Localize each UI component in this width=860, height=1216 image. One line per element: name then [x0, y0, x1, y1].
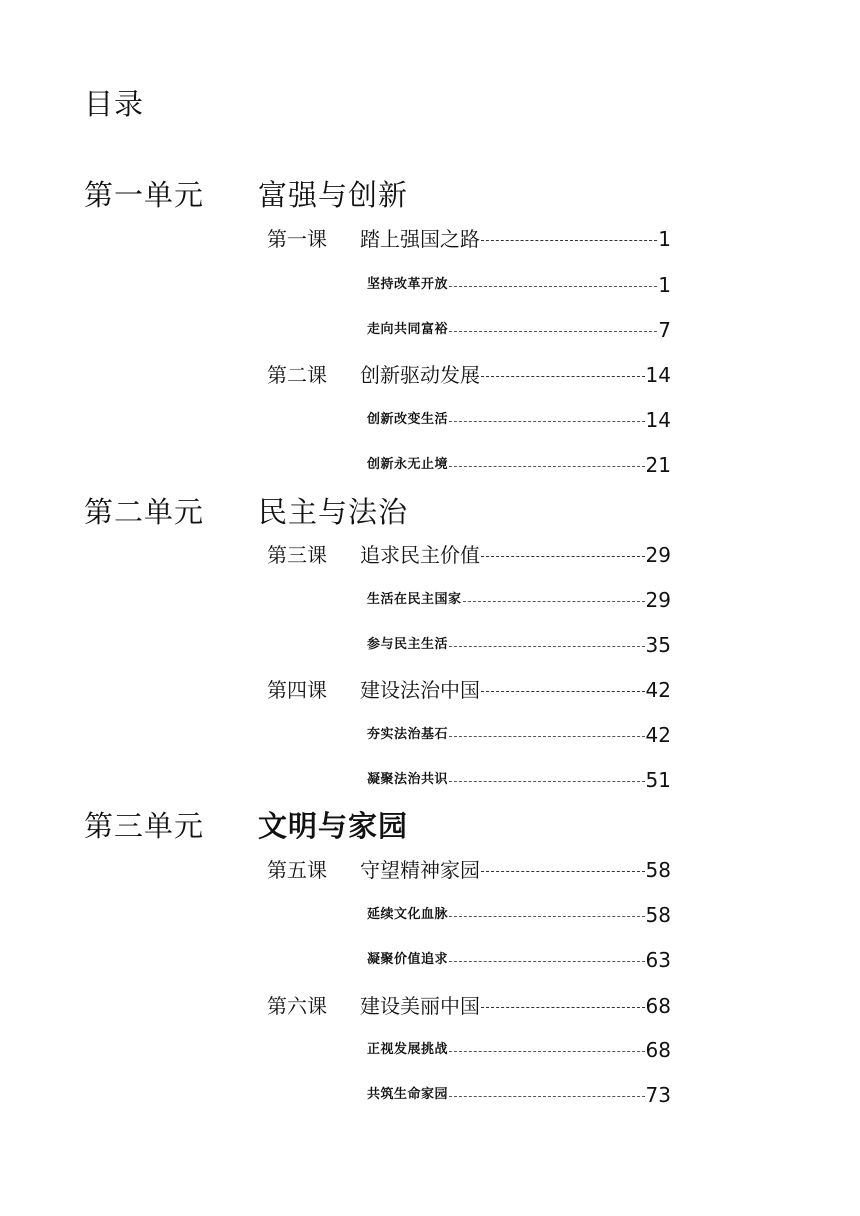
section-title: 走向共同富裕 — [367, 322, 449, 337]
section-5-1-entry[interactable] — [367, 901, 671, 929]
page-number: 14 — [645, 408, 671, 432]
page-number: 42 — [645, 723, 671, 747]
dotted-leader — [481, 556, 645, 557]
lesson-3-number: 第三课 — [267, 543, 327, 567]
dotted-leader — [449, 466, 645, 467]
dotted-leader — [449, 1051, 645, 1052]
section-title: 创新永无止境 — [367, 457, 449, 472]
section-title: 凝聚价值追求 — [367, 952, 449, 967]
lesson-5-entry[interactable] — [360, 855, 671, 885]
page-number: 63 — [645, 948, 671, 972]
unit-2-number: 第二单元 — [84, 495, 205, 529]
lesson-title: 建设法治中国 — [360, 678, 480, 702]
section-title: 坚持改革开放 — [367, 277, 449, 292]
page-number: 68 — [645, 994, 671, 1018]
lesson-5-number: 第五课 — [267, 858, 327, 882]
page-number: 29 — [645, 543, 671, 567]
lesson-title: 创新驱动发展 — [360, 363, 480, 387]
section-5-2-entry[interactable] — [367, 946, 671, 974]
section-title: 共筑生命家园 — [367, 1087, 449, 1102]
dotted-leader — [449, 781, 645, 782]
page-number: 51 — [645, 768, 671, 792]
dotted-leader — [449, 736, 645, 737]
section-title: 正视发展挑战 — [367, 1042, 449, 1057]
unit-2-title: 民主与法治 — [258, 495, 409, 529]
lesson-2-number: 第二课 — [267, 363, 327, 387]
section-1-1-entry[interactable] — [367, 271, 671, 299]
lesson-2-entry[interactable] — [360, 360, 671, 390]
section-title: 创新改变生活 — [367, 412, 449, 427]
dotted-leader — [463, 601, 645, 602]
page-number: 1 — [658, 273, 671, 297]
section-title: 延续文化血脉 — [367, 907, 449, 922]
lesson-3-entry[interactable] — [360, 540, 671, 570]
section-3-2-entry[interactable] — [367, 631, 671, 659]
lesson-6-number: 第六课 — [267, 994, 327, 1018]
section-6-2-entry[interactable] — [367, 1081, 671, 1109]
lesson-1-entry[interactable] — [360, 224, 671, 254]
section-title: 夯实法治基石 — [367, 727, 449, 742]
page-number: 1 — [658, 227, 671, 251]
dotted-leader — [449, 646, 645, 647]
section-2-2-entry[interactable] — [367, 451, 671, 479]
lesson-6-entry[interactable] — [360, 991, 671, 1021]
lesson-4-number: 第四课 — [267, 678, 327, 702]
section-title: 凝聚法治共识 — [367, 772, 449, 787]
unit-3-number: 第三单元 — [84, 809, 205, 843]
section-3-1-entry[interactable] — [367, 586, 671, 614]
page-number: 58 — [645, 858, 671, 882]
page-number: 68 — [645, 1038, 671, 1062]
dotted-leader — [449, 961, 645, 962]
dotted-leader — [481, 240, 657, 241]
section-title: 参与民主生活 — [367, 637, 449, 652]
page-title: 目录 — [84, 87, 145, 121]
page-number: 14 — [645, 363, 671, 387]
lesson-title: 守望精神家园 — [360, 858, 480, 882]
lesson-title: 追求民主价值 — [360, 543, 480, 567]
dotted-leader — [481, 691, 645, 692]
dotted-leader — [449, 1096, 645, 1097]
lesson-1-number: 第一课 — [267, 227, 327, 251]
lesson-title: 建设美丽中国 — [360, 994, 480, 1018]
section-2-1-entry[interactable] — [367, 406, 671, 434]
dotted-leader — [449, 421, 645, 422]
page-number: 29 — [645, 588, 671, 612]
section-1-2-entry[interactable] — [367, 316, 671, 344]
section-4-2-entry[interactable] — [367, 766, 671, 794]
page-number: 21 — [645, 453, 671, 477]
lesson-4-entry[interactable] — [360, 675, 671, 705]
dotted-leader — [481, 376, 645, 377]
unit-3-title: 文明与家园 — [258, 809, 409, 843]
dotted-leader — [481, 1007, 645, 1008]
section-title: 生活在民主国家 — [367, 592, 462, 607]
dotted-leader — [449, 331, 657, 332]
page-number: 42 — [645, 678, 671, 702]
unit-1-title: 富强与创新 — [258, 178, 409, 212]
page-number: 73 — [645, 1083, 671, 1107]
dotted-leader — [449, 916, 645, 917]
lesson-title: 踏上强国之路 — [360, 227, 480, 251]
page-number: 7 — [658, 318, 671, 342]
dotted-leader — [449, 286, 657, 287]
section-4-1-entry[interactable] — [367, 721, 671, 749]
page-number: 58 — [645, 903, 671, 927]
page-number: 35 — [645, 633, 671, 657]
section-6-1-entry[interactable] — [367, 1036, 671, 1064]
unit-1-number: 第一单元 — [84, 178, 205, 212]
dotted-leader — [481, 871, 645, 872]
